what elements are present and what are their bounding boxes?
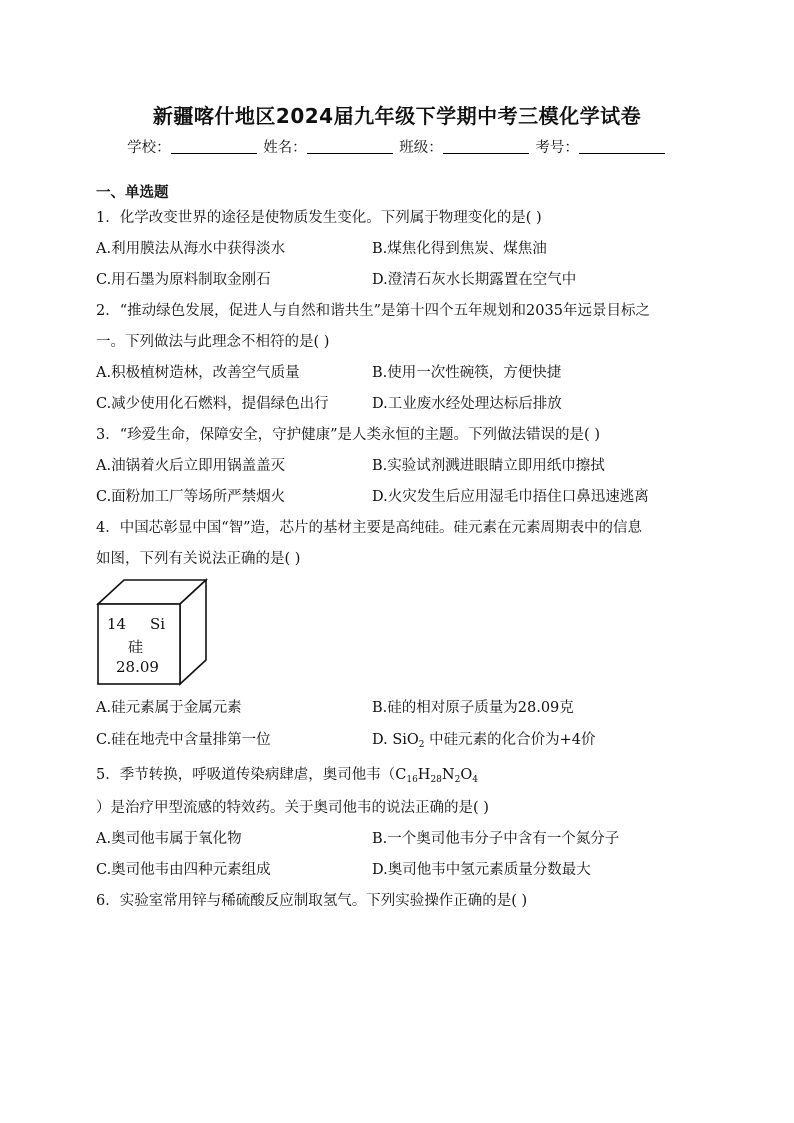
- atomic-number: 14: [107, 615, 127, 633]
- question-5-option-a: A.奥司他韦属于氧化物: [96, 831, 242, 847]
- question-4-option-c: C.硅在地壳中含量排第一位: [96, 732, 271, 748]
- class-label: 班级：: [399, 140, 443, 156]
- question-2-option-b: B.使用一次性碗筷，方便快捷: [372, 365, 562, 381]
- question-2-stem-line2: 一。下列做法与此理念不相符的是( ): [96, 334, 330, 350]
- option-d-text: 中硅元素的化合价为+4价: [429, 732, 596, 748]
- question-2-option-d: D.工业废水经处理达标后排放: [372, 396, 562, 412]
- school-label: 学校：: [127, 140, 171, 156]
- section-heading: 一、单选题: [96, 185, 169, 201]
- question-1-option-b: B.煤焦化得到焦炭、煤焦油: [372, 241, 547, 257]
- question-3-option-b: B.实验试剂溅进眼睛立即用纸巾擦拭: [372, 458, 605, 474]
- name-label: 姓名：: [263, 140, 307, 156]
- question-4-option-d: [372, 728, 596, 750]
- question-2-stem-line1: 2．“推动绿色发展，促进人与自然和谐共生”是第十四个五年规划和2035年远景目标之: [96, 303, 650, 319]
- question-5-stem-line1: [96, 763, 478, 785]
- name-blank[interactable]: [307, 139, 393, 154]
- exam-number-label: 考号：: [535, 140, 579, 156]
- formula-subscript: 2: [418, 740, 425, 750]
- question-1-stem: 1．化学改变世界的途径是使物质发生变化。下列属于物理变化的是( ): [96, 210, 542, 226]
- question-5-option-c: C.奥司他韦由四种元素组成: [96, 862, 271, 878]
- question-1-option-c: C.用石墨为原料制取金刚石: [96, 272, 271, 288]
- formula-base: SiO: [392, 732, 419, 748]
- f-c: C: [395, 767, 407, 783]
- exam-number-blank[interactable]: [579, 139, 665, 154]
- question-5-option-b: B.一个奥司他韦分子中含有一个氮分子: [372, 831, 620, 847]
- atomic-mass: 28.09: [116, 658, 159, 676]
- school-blank[interactable]: [171, 139, 257, 154]
- f-o: O: [460, 767, 473, 783]
- question-4-option-b: B.硅的相对原子质量为28.09克: [372, 700, 574, 716]
- question-3-option-c: C.面粉加工厂等场所严禁烟火: [96, 489, 286, 505]
- question-4-stem-line1: 4．中国芯彰显中国“智”造，芯片的基材主要是高纯硅。硅元素在元素周期表中的信息: [96, 520, 643, 536]
- question-5-option-d: D.奥司他韦中氢元素质量分数最大: [372, 862, 591, 878]
- f-c-sub: 16: [406, 775, 418, 785]
- question-3-stem: 3．“珍爱生命，保障安全，守护健康”是人类永恒的主题。下列做法错误的是( ): [96, 427, 600, 443]
- question-6-stem: 6．实验室常用锌与稀硫酸反应制取氢气。下列实验操作正确的是( ): [96, 893, 528, 909]
- question-2-option-c: C.减少使用化石燃料，提倡绿色出行: [96, 396, 329, 412]
- f-n: N: [441, 767, 455, 783]
- f-o-sub: 4: [472, 775, 478, 785]
- question-5-stem-text: 5．季节转换，呼吸道传染病肆虐，奥司他韦（: [96, 767, 396, 783]
- f-n-sub: 2: [454, 775, 461, 785]
- question-1-option-a: A.利用膜法从海水中获得淡水: [96, 241, 286, 257]
- option-d-letter: D.: [372, 732, 388, 748]
- question-2-option-a: A.积极植树造林，改善空气质量: [96, 365, 300, 381]
- f-h-sub: 28: [430, 775, 442, 785]
- question-1-option-d: D.澄清石灰水长期露置在空气中: [372, 272, 577, 288]
- question-3-option-a: A.油锅着火后立即用锅盖盖灭: [96, 458, 286, 474]
- page-title: 新疆喀什地区2024届九年级下学期中考三模化学试卷: [152, 104, 642, 128]
- student-info-line: [0, 136, 794, 157]
- class-blank[interactable]: [443, 139, 529, 154]
- silicon-element-cube: [96, 578, 208, 686]
- element-name: 硅: [128, 638, 144, 656]
- question-3-option-d: D.火灾发生后应用湿毛巾捂住口鼻迅速逃离: [372, 489, 649, 505]
- sio2-formula: [392, 732, 424, 748]
- oseltamivir-formula: [395, 767, 478, 783]
- question-5-stem-line2: ）是治疗甲型流感的特效药。关于奥司他韦的说法正确的是( ): [96, 800, 489, 816]
- element-symbol: Si: [150, 615, 166, 633]
- f-h: H: [417, 767, 431, 783]
- question-4-stem-line2: 如图，下列有关说法正确的是( ): [96, 551, 301, 567]
- question-4-option-a: A.硅元素属于金属元素: [96, 700, 242, 716]
